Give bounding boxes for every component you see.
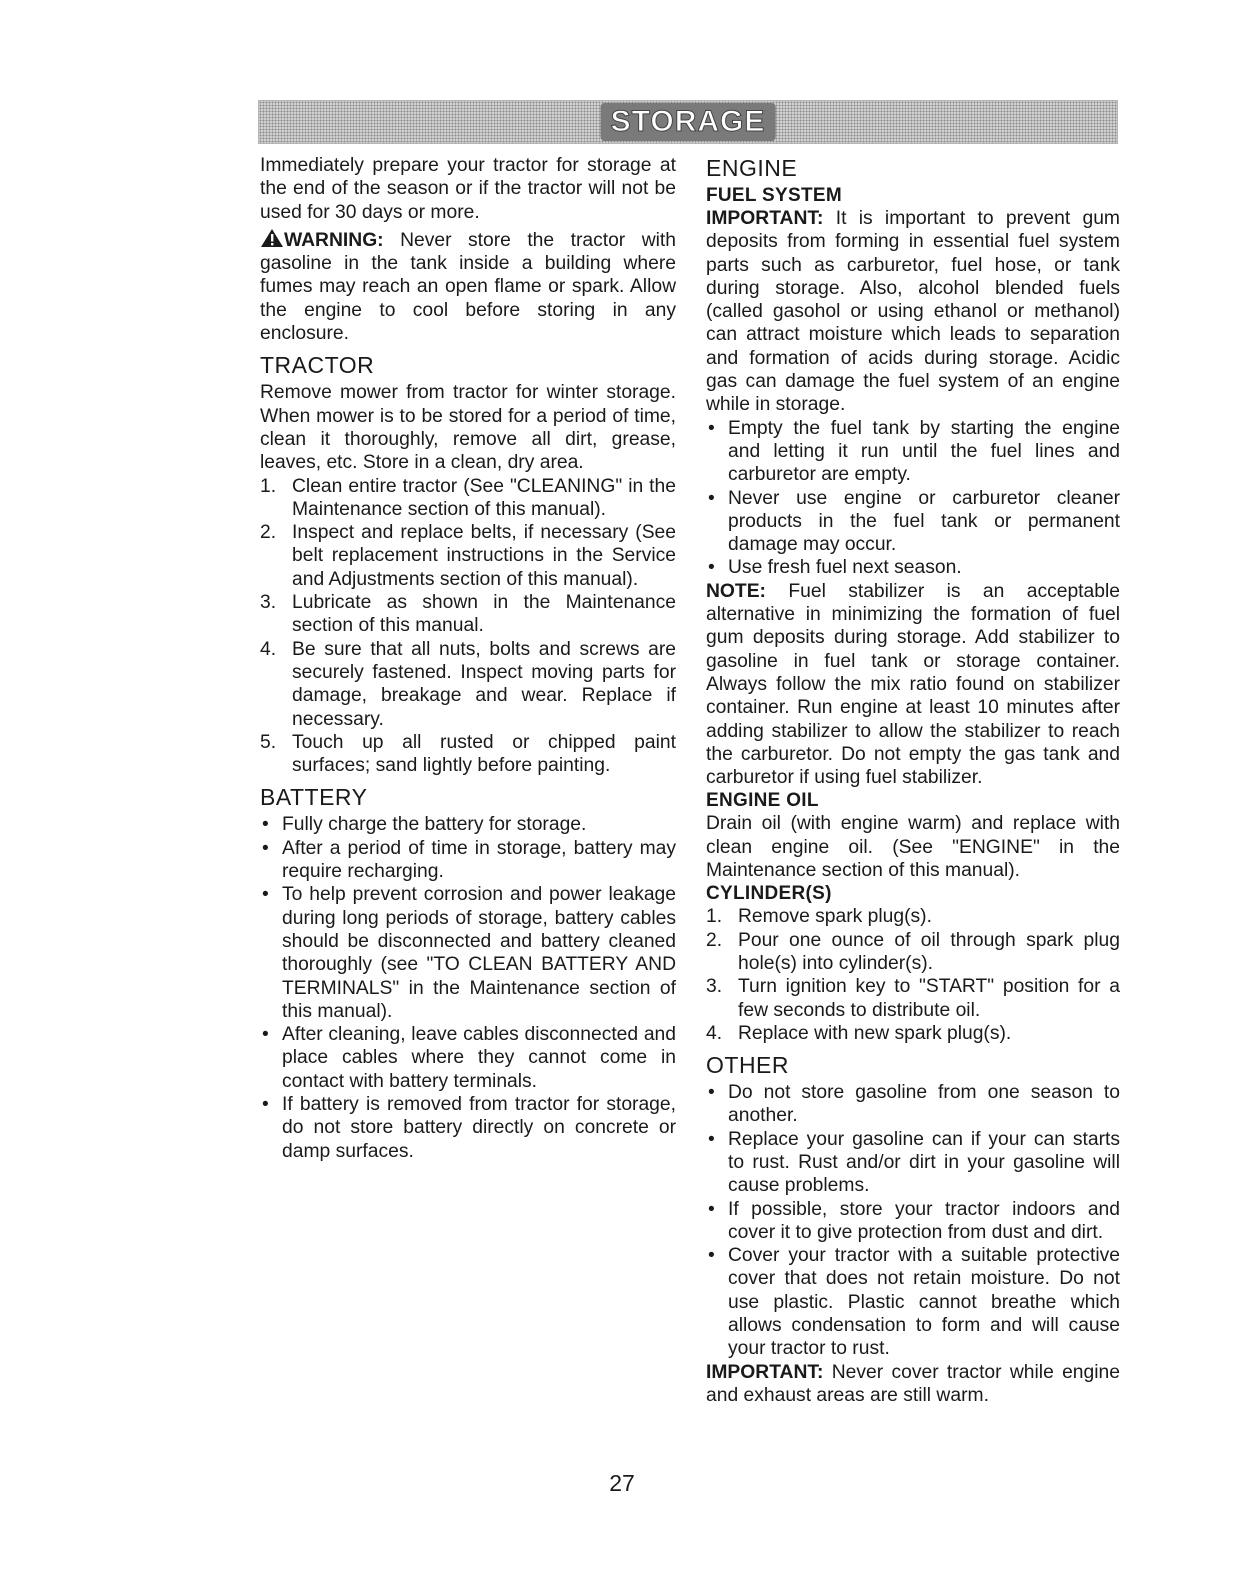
engine-oil-heading: ENGINE OIL <box>706 790 819 812</box>
tractor-paragraph: Remove mower from tractor for winter storage. When mower is to be stored for a period of time, clean it thoroughly, remove all dirt, grease, leaves, etc. Store in a clean, dry area. <box>260 382 676 474</box>
list-item: • If battery is removed from tractor for storage, do not store battery directly on concrete or damp surfaces. <box>260 1093 676 1163</box>
list-item: 3. Lubricate as shown in the Maintenance section of this manual. <box>260 592 676 637</box>
engine-oil-paragraph: Drain oil (with engine warm) and replace with clean engine oil. (See "ENGINE" in the Maintenance section of this manual). <box>706 813 1120 882</box>
other-heading: OTHER <box>706 1052 789 1079</box>
tractor-steps <box>260 475 676 778</box>
list-item: 4. Replace with new spark plug(s). <box>706 1022 1012 1044</box>
warning-label: WARNING: <box>284 229 384 251</box>
list-item: • If possible, store your tractor indoors and cover it to give protection from dust and dirt. <box>706 1198 1120 1245</box>
list-item: • After cleaning, leave cables disconnected and place cables where they cannot come in contact with battery terminals. <box>260 1023 676 1093</box>
section-banner <box>258 100 1118 144</box>
right-column <box>706 154 1120 1407</box>
fuel-bullets <box>706 417 1120 580</box>
engine-heading: ENGINE <box>706 155 798 181</box>
list-item: 1. Remove spark plug(s). <box>706 906 932 928</box>
list-item: • After a period of time in storage, battery may require recharging. <box>260 837 676 884</box>
list-item: 2. Inspect and replace belts, if necessary (See belt replacement instructions in the Service and Adjustments section of this manual). <box>260 522 676 590</box>
page-number: 27 <box>609 1470 635 1496</box>
list-item: • Use fresh fuel next season. <box>706 556 1120 579</box>
other-important-paragraph: IMPORTANT: Never cover tractor while engine and exhaust areas are still warm. <box>706 1361 1120 1406</box>
other-bullets <box>706 1081 1120 1361</box>
list-item: • Fully charge the battery for storage. <box>260 813 676 836</box>
battery-heading: BATTERY <box>260 784 368 811</box>
battery-bullets <box>260 813 676 1162</box>
list-item: • Replace your gasoline can if your can starts to rust. Rust and/or dirt in your gasoline will cause problems. <box>706 1128 1120 1198</box>
intro-paragraph: Immediately prepare your tractor for storage at the end of the season or if the tractor will not be used for 30 days or more. <box>260 155 676 223</box>
list-item: • Do not store gasoline from one season to another. <box>706 1081 1120 1128</box>
cylinder-steps <box>706 905 1120 1045</box>
list-item: 2. Pour one ounce of oil through spark plug hole(s) into cylinder(s). <box>706 929 1120 974</box>
note-paragraph: NOTE: Fuel stabilizer is an acceptable alternative in minimizing the formation of fuel gum deposits during storage. Add stabilizer to gasoline in fuel tank or storage container. Always follow the mix ratio found on stabilizer container. Run engine at least 10 minutes after adding stabilizer to allow the stabilizer to reach the carburetor. Do not empty the gas tank and carburetor if using fuel stabilizer. <box>706 580 1120 789</box>
fuel-system-heading: FUEL SYSTEM <box>706 185 842 206</box>
list-item: 3. Turn ignition key to "START" position for a few seconds to distribute oil. <box>706 976 1120 1021</box>
list-item: • Cover your tractor with a suitable protective cover that does not retain moisture. Do not use plastic. Plastic cannot breathe which allows condensation to form and will cause your tractor to rust. <box>706 1244 1120 1360</box>
list-item: • Never use engine or carburetor cleaner products in the fuel tank or permanent damage may occur. <box>706 487 1120 557</box>
warning-text: Never store the tractor with gasoline in the tank inside a building where fumes may reach an open flame or spark. Allow the engine to cool before storing in any enclosure. <box>260 229 676 345</box>
tractor-heading: TRACTOR <box>260 352 375 379</box>
warning-paragraph <box>260 228 676 345</box>
left-column <box>260 154 676 1163</box>
list-item: 5. Touch up all rusted or chipped paint surfaces; sand lightly before painting. <box>260 731 676 777</box>
list-item: 1. Clean entire tractor (See "CLEANING" in the Maintenance section of this manual). <box>260 475 676 520</box>
list-item: • Empty the fuel tank by starting the engine and letting it run until the fuel lines and carburetor are empty. <box>706 417 1120 487</box>
list-item: 4. Be sure that all nuts, bolts and screws are securely fastened. Inspect moving parts for damage, breakage and wear. Replace if necessary. <box>260 638 676 730</box>
list-item: • To help prevent corrosion and power leakage during long periods of storage, battery cables should be disconnected and battery cleaned thoroughly (see "TO CLEAN BATTERY AND TERMINALS" in the Maintenance section of this manual). <box>260 883 676 1023</box>
fuel-important-paragraph: IMPORTANT: It is important to prevent gum deposits from forming in essential fuel system parts such as carburetor, fuel hose, or tank during storage. Also, alcohol blended fuels (called gasohol or using ethanol or methanol) can attract moisture which leads to separation and formation of acids during storage. Acidic gas can damage the fuel system of an engine while in storage. <box>706 208 1120 416</box>
warning-triangle-icon <box>260 228 284 248</box>
cylinders-heading: CYLINDER(S) <box>706 883 832 905</box>
banner-title: STORAGE <box>601 103 776 141</box>
